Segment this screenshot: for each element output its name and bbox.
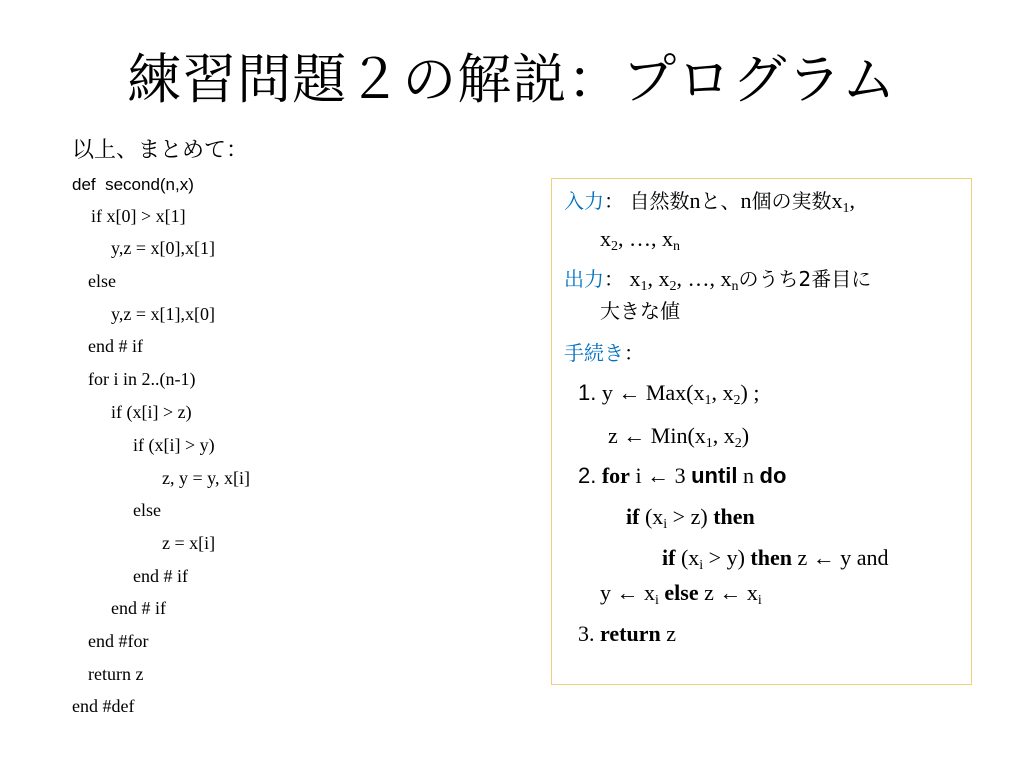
procedure-label: 手続き <box>564 341 624 365</box>
algo-input-line-cont: $x_2$, …, $x_n$ <box>600 226 680 254</box>
code-line: end #for <box>88 631 149 651</box>
algo-step-2-inner-cont: y ← $x_i$ else z ← $x_i$ <box>600 580 762 608</box>
code-line: end # if <box>111 598 166 618</box>
algo-input-line: 入力： 自然数nと、n個の実数$x_1$, <box>564 188 855 216</box>
algo-step-2-inner-if: if $(x_i > y)$ then z ← y and <box>662 545 889 573</box>
code-line: for i in 2..(n-1) <box>88 369 196 389</box>
code-line: if x[0] > x[1] <box>91 206 186 226</box>
output-label: 出力 <box>564 267 604 291</box>
algo-step-1-cont: z ← $Min(x_1$, $x_2$) <box>608 423 750 451</box>
code-line: if (x[i] > z) <box>111 402 192 422</box>
algo-step-2-if: if $(x_i > z)$ then <box>626 504 755 532</box>
code-line: end # if <box>133 566 188 586</box>
code-line: y,z = x[0],x[1] <box>111 238 215 258</box>
code-line: z = x[i] <box>162 533 216 553</box>
code-line: else <box>88 271 116 291</box>
code-line: if (x[i] > y) <box>133 435 215 455</box>
input-label: 入力 <box>564 189 604 213</box>
algo-step-2: 2. for i ← 3 until n do <box>578 463 787 488</box>
code-line: return z <box>88 664 144 684</box>
algo-output-line: 出力： $x_1$, $x_2$, …, $x_n$のうち2番目に <box>564 266 872 294</box>
code-line: y,z = x[1],x[0] <box>111 304 215 324</box>
algo-step-3: 3. return z <box>578 621 676 646</box>
code-line: def second(n,x) <box>72 175 194 194</box>
summary-heading: 以上、まとめて： <box>72 138 249 163</box>
algo-step-1: 1. y ← $Max(x_1$, $x_2$) ; <box>578 380 760 408</box>
slide-title: 練習問題２の解説：プログラム <box>127 48 897 111</box>
algo-output-line-cont: 大きな値 <box>600 299 680 323</box>
code-line: z, y = y, x[i] <box>162 468 250 488</box>
code-line: end #def <box>72 696 135 716</box>
code-line: end # if <box>88 336 143 356</box>
code-line: else <box>133 500 161 520</box>
algo-procedure-line: 手続き： <box>564 341 644 365</box>
